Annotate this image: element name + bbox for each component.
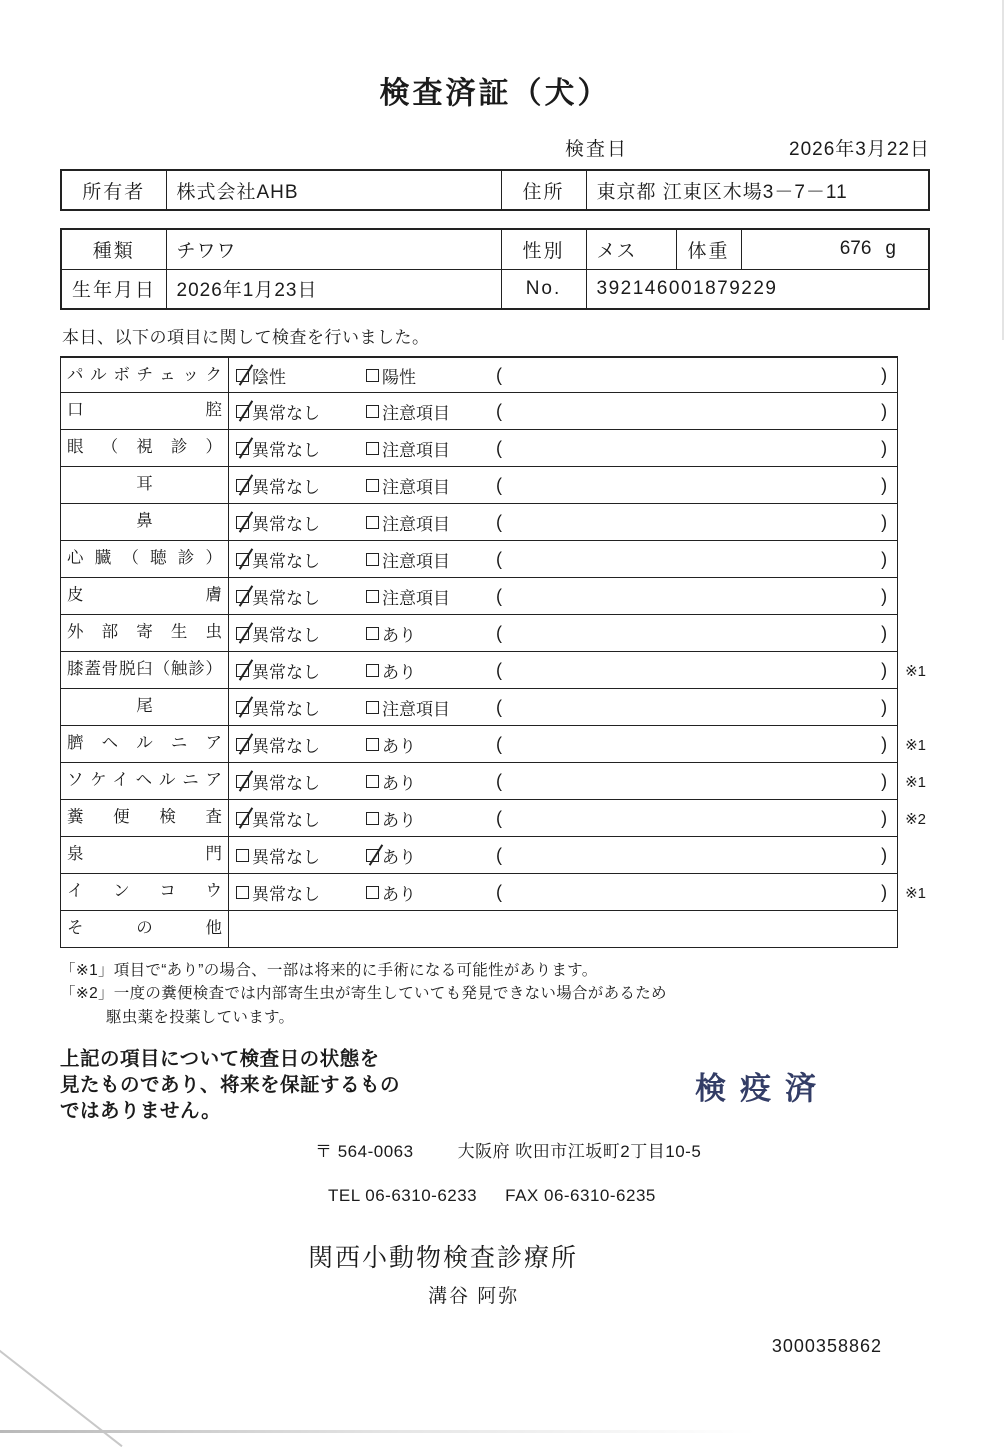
- inspection-row-body: [229, 652, 897, 688]
- inspection-row: [60, 430, 930, 467]
- checkbox-unchecked-icon: [366, 553, 379, 566]
- inspection-option: [236, 769, 366, 794]
- checkbox-unchecked-icon: [366, 812, 379, 825]
- paren-close: ): [881, 807, 888, 828]
- inspection-item-label: 外部寄生虫: [61, 615, 229, 651]
- inspection-row-cells: [60, 541, 898, 578]
- paren-close: ): [881, 770, 888, 791]
- inspection-row: [60, 356, 930, 393]
- inspection-item-label: 臍ヘルニア: [61, 726, 229, 762]
- paren-close: ): [881, 364, 888, 385]
- breed-value: チワワ: [166, 229, 501, 269]
- inspection-option: [366, 547, 494, 572]
- inspection-option-label: 異常なし: [252, 736, 320, 756]
- inspection-row-body: [229, 911, 897, 947]
- inspection-row: [60, 911, 930, 948]
- owner-label: 所有者: [61, 170, 166, 210]
- inspection-row-cells: [60, 356, 898, 393]
- note-marker: ※1: [905, 662, 926, 680]
- inspection-row-body: [229, 800, 897, 836]
- clinic-address-row: [315, 1137, 930, 1162]
- clinic-person-name: 溝谷 阿弥: [428, 1285, 520, 1307]
- inspection-option: [366, 769, 494, 794]
- checkbox-checked-icon: [366, 849, 379, 862]
- disclaimer-statement: [60, 1046, 400, 1125]
- inspection-row-cells: [60, 911, 898, 948]
- inspection-row: [60, 578, 930, 615]
- inspection-option: [236, 732, 366, 757]
- inspection-row: [60, 874, 930, 911]
- paren-open: (: [496, 622, 502, 643]
- inspection-row: [60, 726, 930, 763]
- result-blank-field: [494, 438, 897, 459]
- inspection-option-label: 異常なし: [252, 847, 320, 867]
- paren-open: (: [496, 474, 502, 495]
- clinic-postal-code: 〒 564-0063: [315, 1141, 414, 1161]
- inspection-row: [60, 615, 930, 652]
- inspection-option: [366, 473, 494, 498]
- inspection-option-label: 陽性: [382, 367, 416, 387]
- inspection-row-body: [229, 541, 897, 577]
- paren-close: ): [881, 548, 888, 569]
- checkbox-unchecked-icon: [366, 590, 379, 603]
- paren-open: (: [496, 585, 502, 606]
- paren-close: ): [881, 844, 888, 865]
- inspection-option-label: 異常なし: [252, 662, 320, 682]
- birth-label: 生年月日: [61, 269, 166, 309]
- result-blank-field: [494, 512, 897, 533]
- paren-close: ): [881, 733, 888, 754]
- owner-name: 株式会社AHB: [166, 170, 501, 210]
- note-marker: ※1: [905, 736, 926, 754]
- inspection-option: [366, 880, 494, 905]
- checkbox-unchecked-icon: [366, 664, 379, 677]
- inspection-option: [366, 658, 494, 683]
- checkbox-unchecked-icon: [366, 405, 379, 418]
- paren-close: ): [881, 437, 888, 458]
- paren-close: ): [881, 622, 888, 643]
- inspection-option: [236, 436, 366, 461]
- inspection-option: [236, 880, 366, 905]
- note-marker: ※1: [905, 773, 926, 791]
- paren-close: ): [881, 881, 888, 902]
- checkbox-unchecked-icon: [366, 886, 379, 899]
- pet-row-2: [61, 269, 929, 309]
- sex-label: 性別: [501, 229, 586, 269]
- disclaimer-line-2: 見たものであり、将来を保証するもの: [60, 1074, 401, 1097]
- checkbox-checked-icon: [236, 369, 249, 382]
- inspection-option: [236, 510, 366, 535]
- inspection-row-cells: [60, 874, 898, 911]
- result-blank-field: [494, 586, 897, 607]
- result-blank-field: [494, 475, 897, 496]
- inspection-option-label: あり: [382, 884, 416, 904]
- no-value: 392146001879229: [586, 269, 929, 309]
- inspection-option-label: 異常なし: [252, 810, 320, 830]
- checkbox-checked-icon: [236, 405, 249, 418]
- document-number: 3000358862: [771, 1335, 882, 1356]
- checkbox-unchecked-icon: [366, 479, 379, 492]
- inspection-row: [60, 800, 930, 837]
- inspection-option-label: 異常なし: [252, 699, 320, 719]
- disclaimer-line-3: ではありません。: [60, 1100, 222, 1123]
- inspection-row-body: [229, 763, 897, 799]
- inspection-option-label: 異常なし: [252, 440, 320, 460]
- inspection-option: [236, 547, 366, 572]
- result-blank-field: [494, 808, 897, 829]
- inspection-option: [366, 510, 494, 535]
- inspection-row-body: [229, 430, 897, 466]
- footnote-2: 「※2」一度の糞便検査では内部寄生虫が寄生していても発見できない場合があるため: [60, 985, 667, 1003]
- inspection-option-label: 異常なし: [252, 403, 320, 423]
- footnote-2-continued: 駆虫薬を投薬しています。: [106, 1008, 295, 1026]
- weight-unit: g: [885, 238, 896, 260]
- inspection-item-label: 皮膚: [61, 578, 229, 614]
- pet-row-1: [61, 229, 929, 269]
- inspection-option-label: 注意項目: [382, 477, 450, 497]
- scan-edge-artifact: [1002, 0, 1004, 340]
- clinic-tel: TEL 06-6310-6233: [328, 1185, 478, 1205]
- inspection-option-label: 異常なし: [252, 588, 320, 608]
- checkbox-checked-icon: [236, 590, 249, 603]
- inspection-option-label: あり: [382, 810, 416, 830]
- inspection-option: [366, 843, 494, 868]
- inspection-item-label: 尾: [61, 689, 229, 725]
- inspection-option-label: 注意項目: [382, 403, 450, 423]
- quarantine-stamp: 検疫済: [695, 1070, 830, 1106]
- paren-close: ): [881, 474, 888, 495]
- checkbox-checked-icon: [236, 775, 249, 788]
- inspection-option-label: あり: [382, 736, 416, 756]
- result-blank-field: [494, 549, 897, 570]
- footnote-1: 「※1」項目で“あり”の場合、一部は将来的に手術になる可能性があります。: [60, 962, 598, 979]
- inspection-option: [236, 695, 366, 720]
- inspection-row-body: [229, 615, 897, 651]
- inspection-row-body: [229, 726, 897, 762]
- paren-open: (: [496, 437, 502, 458]
- inspection-row-cells: [60, 467, 898, 504]
- inspection-option-label: 異常なし: [252, 477, 320, 497]
- inspection-row-cells: [60, 837, 898, 874]
- address-label: 住所: [501, 170, 586, 210]
- inspection-item-label: 泉門: [61, 837, 229, 873]
- checkbox-unchecked-icon: [366, 516, 379, 529]
- inspection-row-cells: [60, 578, 898, 615]
- inspection-option: [366, 399, 494, 424]
- checkbox-unchecked-icon: [366, 738, 379, 751]
- statement-row: [60, 1046, 930, 1125]
- paren-open: (: [496, 659, 502, 680]
- inspection-option-label: 異常なし: [252, 625, 320, 645]
- inspection-row-cells: [60, 615, 898, 652]
- inspection-option-label: 異常なし: [252, 551, 320, 571]
- clinic-fax: FAX 06-6310-6235: [505, 1185, 656, 1205]
- inspection-item-label: 鼻: [61, 504, 229, 540]
- inspection-item-label: 糞便検査: [61, 800, 229, 836]
- result-blank-field: [494, 623, 897, 644]
- result-blank-field: [494, 771, 897, 792]
- breed-label: 種類: [61, 229, 166, 269]
- inspection-item-label: 耳: [61, 467, 229, 503]
- inspection-row-body: [229, 358, 897, 392]
- inspection-row-cells: [60, 689, 898, 726]
- inspection-option: [366, 584, 494, 609]
- inspection-row-body: [229, 689, 897, 725]
- inspection-item-label: ソケイヘルニア: [61, 763, 229, 799]
- paren-open: (: [496, 881, 502, 902]
- inspection-row-body: [229, 837, 897, 873]
- inspection-option-label: あり: [382, 625, 416, 645]
- checkbox-checked-icon: [236, 479, 249, 492]
- inspection-row-cells: [60, 763, 898, 800]
- inspection-row-cells: [60, 726, 898, 763]
- weight-value: 676: [839, 238, 872, 260]
- page-title: 検査済証（犬）: [379, 77, 611, 110]
- weight-label: 体重: [676, 229, 741, 269]
- inspection-option: [236, 621, 366, 646]
- inspection-option: [236, 473, 366, 498]
- inspection-item-label: その他: [61, 911, 229, 947]
- inspection-item-label: 心臓（聴診）: [61, 541, 229, 577]
- sex-value: メス: [586, 229, 676, 269]
- inspection-option: [366, 436, 494, 461]
- result-blank-field: [494, 882, 897, 903]
- inspection-option: [236, 399, 366, 424]
- paren-open: (: [496, 844, 502, 865]
- inspection-option-label: 異常なし: [252, 514, 320, 534]
- owner-row: [61, 170, 929, 210]
- intro-text: 本日、以下の項目に関して検査を行いました。: [62, 328, 430, 347]
- paren-open: (: [496, 511, 502, 532]
- inspection-option: [236, 363, 366, 388]
- inspection-item-label: 口腔: [61, 393, 229, 429]
- result-blank-field: [494, 401, 897, 422]
- paren-close: ): [881, 511, 888, 532]
- pet-table: [60, 228, 930, 310]
- paren-open: (: [496, 733, 502, 754]
- inspection-option-label: 異常なし: [252, 884, 320, 904]
- paren-close: ): [881, 659, 888, 680]
- paren-close: ): [881, 400, 888, 421]
- inspection-option-label: あり: [382, 847, 416, 867]
- checkbox-checked-icon: [236, 812, 249, 825]
- paren-open: (: [496, 400, 502, 421]
- inspection-row-body: [229, 393, 897, 429]
- inspection-option-label: あり: [382, 662, 416, 682]
- owner-address: 東京都 江東区木場3－7－11: [586, 170, 929, 210]
- paren-close: ): [881, 585, 888, 606]
- inspection-option: [236, 658, 366, 683]
- paren-open: (: [496, 548, 502, 569]
- inspection-row-body: [229, 504, 897, 540]
- checkbox-unchecked-icon: [366, 627, 379, 640]
- inspection-row: [60, 467, 930, 504]
- paren-close: ): [881, 696, 888, 717]
- inspection-option: [366, 363, 494, 388]
- checkbox-checked-icon: [236, 553, 249, 566]
- inspection-item-label: インコウ: [61, 874, 229, 910]
- paren-open: (: [496, 364, 502, 385]
- inspection-date-label: 検査日: [565, 139, 629, 160]
- clinic-address: 大阪府 吹田市江坂町2丁目10-5: [457, 1141, 702, 1161]
- inspection-row-body: [229, 578, 897, 614]
- clinic-tel-row: [328, 1186, 930, 1206]
- checkbox-unchecked-icon: [366, 369, 379, 382]
- note-marker: ※1: [905, 884, 926, 902]
- inspection-option: [366, 695, 494, 720]
- checkbox-unchecked-icon: [236, 886, 249, 899]
- checkbox-unchecked-icon: [366, 701, 379, 714]
- inspection-option-label: あり: [382, 773, 416, 793]
- checkbox-unchecked-icon: [366, 442, 379, 455]
- disclaimer-line-1: 上記の項目について検査日の状態を: [60, 1047, 380, 1070]
- checkbox-checked-icon: [236, 738, 249, 751]
- inspection-option-label: 注意項目: [382, 588, 450, 608]
- no-label: No.: [501, 269, 586, 309]
- checkbox-unchecked-icon: [366, 775, 379, 788]
- checkbox-checked-icon: [236, 664, 249, 677]
- inspection-option: [236, 806, 366, 831]
- inspection-option-label: 陰性: [252, 367, 286, 387]
- inspection-table: [60, 356, 930, 948]
- inspection-row-cells: [60, 504, 898, 541]
- inspection-row-body: [229, 874, 897, 910]
- inspection-row: [60, 837, 930, 874]
- inspection-date-value: 2026年3月22日: [789, 139, 930, 160]
- checkbox-checked-icon: [236, 516, 249, 529]
- inspection-option-label: 注意項目: [382, 699, 450, 719]
- paren-open: (: [496, 770, 502, 791]
- inspection-row: [60, 689, 930, 726]
- checkbox-checked-icon: [236, 701, 249, 714]
- inspection-option: [366, 621, 494, 646]
- inspection-option: [236, 843, 366, 868]
- inspection-option: [366, 732, 494, 757]
- inspection-row-cells: [60, 430, 898, 467]
- result-blank-field: [494, 845, 897, 866]
- inspection-row: [60, 763, 930, 800]
- inspection-option-label: 異常なし: [252, 773, 320, 793]
- birth-value: 2026年1月23日: [166, 269, 501, 309]
- inspection-item-label: 眼（視診）: [61, 430, 229, 466]
- inspection-row: [60, 393, 930, 430]
- checkbox-unchecked-icon: [236, 849, 249, 862]
- inspection-item-label: パルボチェック: [61, 358, 229, 392]
- inspection-row-body: [229, 467, 897, 503]
- inspection-option: [236, 584, 366, 609]
- inspection-item-label: 膝蓋骨脱臼（触診）: [61, 652, 229, 688]
- checkbox-checked-icon: [236, 627, 249, 640]
- result-blank-field: [494, 365, 897, 386]
- inspection-option-label: 注意項目: [382, 551, 450, 571]
- footnotes: [60, 959, 930, 1029]
- inspection-row: [60, 652, 930, 689]
- paren-open: (: [496, 696, 502, 717]
- clinic-name: 関西小動物検査診療所: [308, 1243, 579, 1272]
- result-blank-field: [494, 697, 897, 718]
- result-blank-field: [494, 660, 897, 681]
- paren-open: (: [496, 807, 502, 828]
- inspection-option-label: 注意項目: [382, 440, 450, 460]
- note-marker: ※2: [905, 810, 926, 828]
- inspection-row-cells: [60, 800, 898, 837]
- inspection-row: [60, 541, 930, 578]
- result-blank-field: [494, 734, 897, 755]
- inspection-row-cells: [60, 393, 898, 430]
- inspection-row: [60, 504, 930, 541]
- inspection-date-row: [60, 134, 930, 161]
- weight-cell: [741, 229, 929, 269]
- inspection-row-cells: [60, 652, 898, 689]
- owner-table: [60, 169, 930, 211]
- inspection-option: [366, 806, 494, 831]
- inspection-option-label: 注意項目: [382, 514, 450, 534]
- checkbox-checked-icon: [236, 442, 249, 455]
